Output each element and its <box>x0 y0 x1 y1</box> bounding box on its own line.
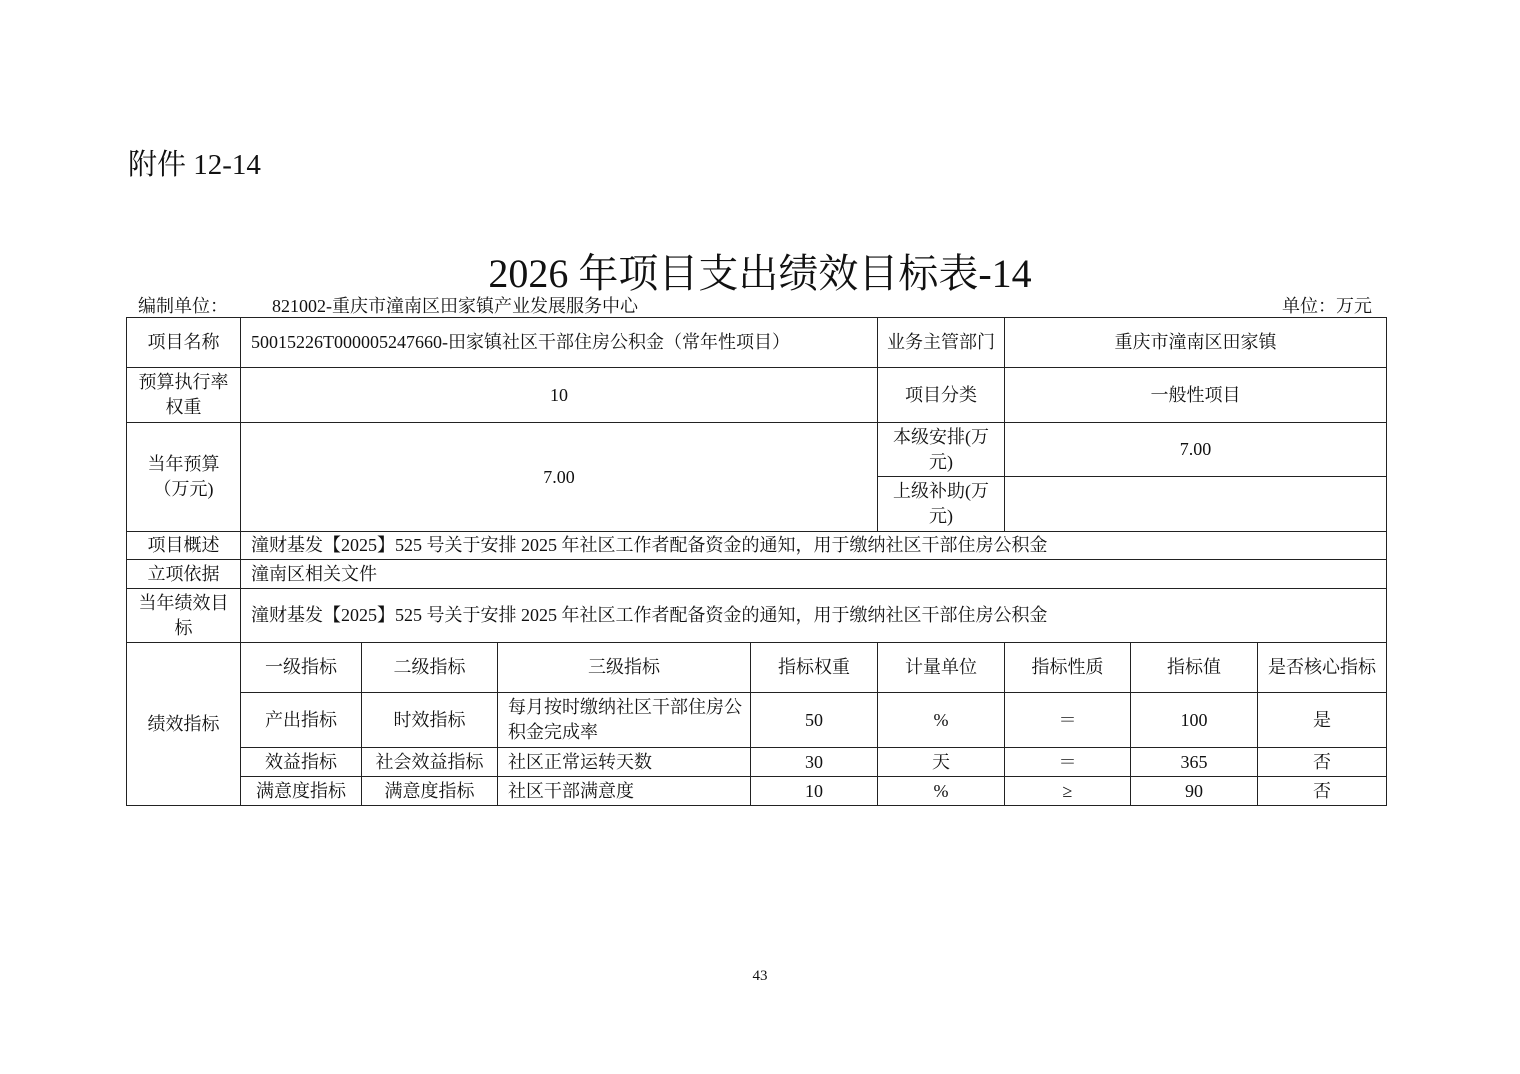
indicator-l1: 产出指标 <box>241 693 362 748</box>
project-name-value: 50015226T000005247660-田家镇社区干部住房公积金（常年性项目） <box>241 318 878 368</box>
overview-value: 潼财基发【2025】525 号关于安排 2025 年社区工作者配备资金的通知，用于缴纳社区干部住房公积金 <box>241 532 1387 560</box>
header-unit: 计量单位 <box>878 643 1005 693</box>
category-label: 项目分类 <box>878 368 1005 423</box>
page-title: 2026 年项目支出绩效目标表-14 <box>488 251 1032 296</box>
indicator-l1: 效益指标 <box>241 748 362 777</box>
table-row <box>127 643 1387 693</box>
category-value: 一般性项目 <box>1005 368 1387 423</box>
budget-weight-value: 10 <box>241 368 878 423</box>
indicator-core: 否 <box>1258 777 1387 806</box>
indicator-l2: 时效指标 <box>362 693 498 748</box>
header-l1: 一级指标 <box>241 643 362 693</box>
unit-label: 单位：万元 <box>1282 296 1372 316</box>
header-value: 指标值 <box>1131 643 1258 693</box>
indicator-unit: % <box>878 777 1005 806</box>
compile-unit-line <box>138 292 638 318</box>
indicator-core: 是 <box>1258 693 1387 748</box>
header-l3: 三级指标 <box>498 643 751 693</box>
attachment-label: 附件 12-14 <box>128 149 261 181</box>
table-row <box>127 777 1387 806</box>
indicator-weight: 30 <box>751 748 878 777</box>
table-row <box>127 589 1387 643</box>
indicator-unit: 天 <box>878 748 1005 777</box>
indicator-unit: % <box>878 693 1005 748</box>
project-name-label: 项目名称 <box>127 318 241 368</box>
performance-table <box>126 317 1387 806</box>
indicator-weight: 10 <box>751 777 878 806</box>
table-row <box>127 693 1387 748</box>
table-row <box>127 423 1387 477</box>
upper-subsidy-label: 上级补助(万元) <box>878 477 1005 532</box>
indicator-core: 否 <box>1258 748 1387 777</box>
compile-unit-value: 821002-重庆市潼南区田家镇产业发展服务中心 <box>272 296 638 316</box>
budget-weight-label: 预算执行率权重 <box>127 368 241 423</box>
table-row <box>127 560 1387 589</box>
local-arrangement-label: 本级安排(万元) <box>878 423 1005 477</box>
indicator-l2: 满意度指标 <box>362 777 498 806</box>
header-core: 是否核心指标 <box>1258 643 1387 693</box>
indicator-nature: ≥ <box>1005 777 1131 806</box>
indicator-value: 100 <box>1131 693 1258 748</box>
table-row <box>127 532 1387 560</box>
header-weight: 指标权重 <box>751 643 878 693</box>
indicator-weight: 50 <box>751 693 878 748</box>
annual-budget-value: 7.00 <box>241 423 878 532</box>
indicator-l3: 社区干部满意度 <box>498 777 751 806</box>
header-l2: 二级指标 <box>362 643 498 693</box>
basis-label: 立项依据 <box>127 560 241 589</box>
local-arrangement-value: 7.00 <box>1005 423 1387 477</box>
page-number: 43 <box>752 968 768 984</box>
dept-label: 业务主管部门 <box>878 318 1005 368</box>
indicator-l3: 每月按时缴纳社区干部住房公积金完成率 <box>498 693 751 748</box>
indicators-label: 绩效指标 <box>127 643 241 806</box>
indicator-nature: ＝ <box>1005 693 1131 748</box>
header-nature: 指标性质 <box>1005 643 1131 693</box>
goal-label: 当年绩效目标 <box>127 589 241 643</box>
goal-value: 潼财基发【2025】525 号关于安排 2025 年社区工作者配备资金的通知，用于缴纳社区干部住房公积金 <box>241 589 1387 643</box>
indicator-l3: 社区正常运转天数 <box>498 748 751 777</box>
compile-unit-label: 编制单位： <box>138 296 228 316</box>
indicator-nature: ＝ <box>1005 748 1131 777</box>
dept-value: 重庆市潼南区田家镇 <box>1005 318 1387 368</box>
basis-value: 潼南区相关文件 <box>241 560 1387 589</box>
indicator-l1: 满意度指标 <box>241 777 362 806</box>
annual-budget-label: 当年预算（万元) <box>127 423 241 532</box>
upper-subsidy-value <box>1005 477 1387 532</box>
indicator-value: 90 <box>1131 777 1258 806</box>
indicator-l2: 社会效益指标 <box>362 748 498 777</box>
overview-label: 项目概述 <box>127 532 241 560</box>
indicator-value: 365 <box>1131 748 1258 777</box>
table-row <box>127 748 1387 777</box>
table-row <box>127 368 1387 423</box>
table-row <box>127 318 1387 368</box>
